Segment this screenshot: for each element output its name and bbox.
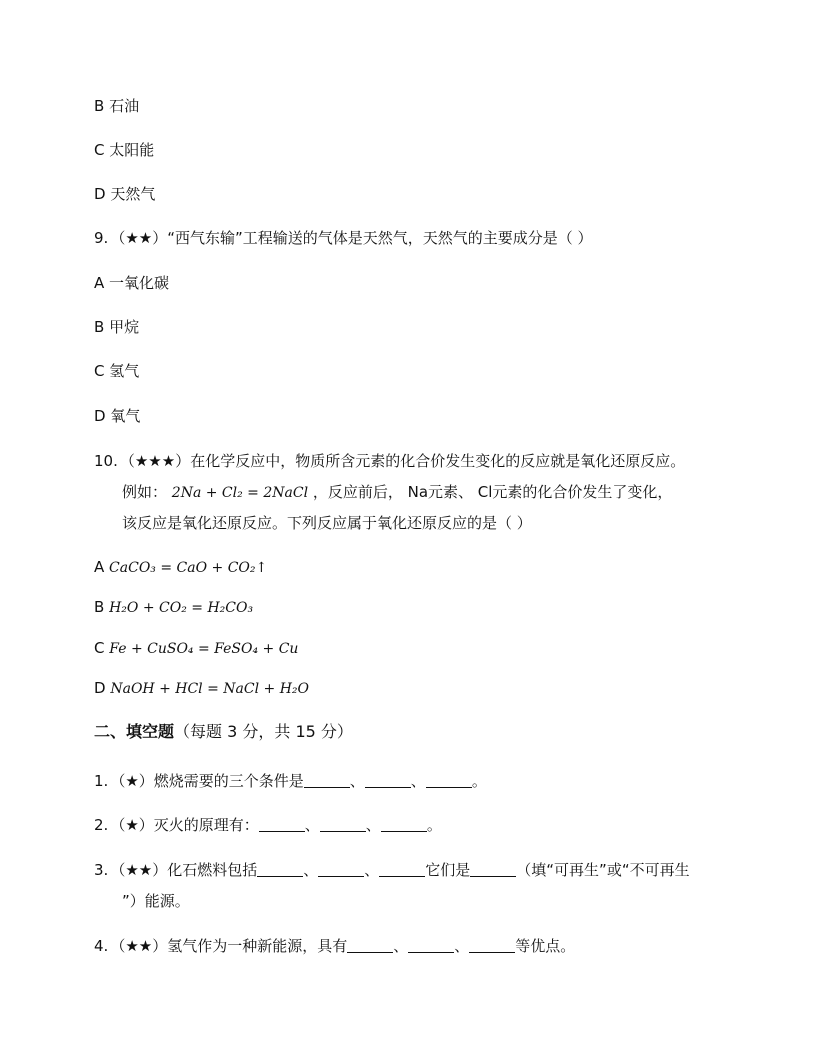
fill-question-3-cont: ”）能源。 xyxy=(122,892,190,910)
q10-stem-line1: 10. （★★★）在化学反应中，物质所含元素的化合价发生变化的反应就是氧化还原反应。 xyxy=(94,452,686,470)
answer-blank[interactable] xyxy=(408,938,454,953)
q10-example-formula: 2Na + Cl₂ = 2NaCl xyxy=(171,485,309,501)
answer-blank[interactable] xyxy=(365,773,411,788)
q8-option-d: D 天然气 xyxy=(94,185,156,203)
answer-blank[interactable] xyxy=(426,773,472,788)
q10-option-a: A CaCO₃ = CaO + CO₂↑ xyxy=(94,558,268,576)
q10-option-b: B H₂O + CO₂ = H₂CO₃ xyxy=(94,598,254,616)
q10-option-c: C Fe + CuSO₄ = FeSO₄ + Cu xyxy=(94,639,299,657)
answer-blank[interactable] xyxy=(318,862,364,877)
q10-stem-line2: 例如： 2Na + Cl₂ = 2NaCl ，反应前后， Na元素、 Cl元素的化合价发生了变化， xyxy=(122,483,673,501)
q10-stem-line3: 该反应是氧化还原反应。下列反应属于氧化还原反应的是（ ） xyxy=(122,514,532,532)
q8-option-c: C 太阳能 xyxy=(94,141,155,159)
answer-blank[interactable] xyxy=(259,817,305,832)
q8-option-b: B 石油 xyxy=(94,97,140,115)
answer-blank[interactable] xyxy=(379,862,425,877)
q9-stem: 9. （★★）“西气东输”工程输送的气体是天然气，天然气的主要成分是（ ） xyxy=(94,229,593,247)
fill-question-2: 2. （★）灭火的原理有： 、 、 。 xyxy=(94,816,442,834)
answer-blank[interactable] xyxy=(470,862,516,877)
section-heading: 二、填空题（每题 3 分，共 15 分） xyxy=(94,722,353,741)
q9-option-c: C 氢气 xyxy=(94,362,140,380)
answer-blank[interactable] xyxy=(304,773,350,788)
fill-question-3: 3. （★★）化石燃料包括 、 、 它们是 （填“可再生”或“不可再生 xyxy=(94,861,690,879)
answer-blank[interactable] xyxy=(347,938,393,953)
answer-blank[interactable] xyxy=(469,938,515,953)
q10-option-d: D NaOH + HCl = NaCl + H₂O xyxy=(94,679,310,697)
answer-blank[interactable] xyxy=(320,817,366,832)
answer-blank[interactable] xyxy=(257,862,303,877)
fill-question-1: 1. （★）燃烧需要的三个条件是 、 、 。 xyxy=(94,772,487,790)
q9-option-b: B 甲烷 xyxy=(94,318,140,336)
answer-blank[interactable] xyxy=(381,817,427,832)
q9-option-d: D 氧气 xyxy=(94,407,141,425)
fill-question-4: 4. （★★）氢气作为一种新能源，具有 、 、 等优点。 xyxy=(94,937,576,955)
q9-option-a: A 一氧化碳 xyxy=(94,274,170,292)
